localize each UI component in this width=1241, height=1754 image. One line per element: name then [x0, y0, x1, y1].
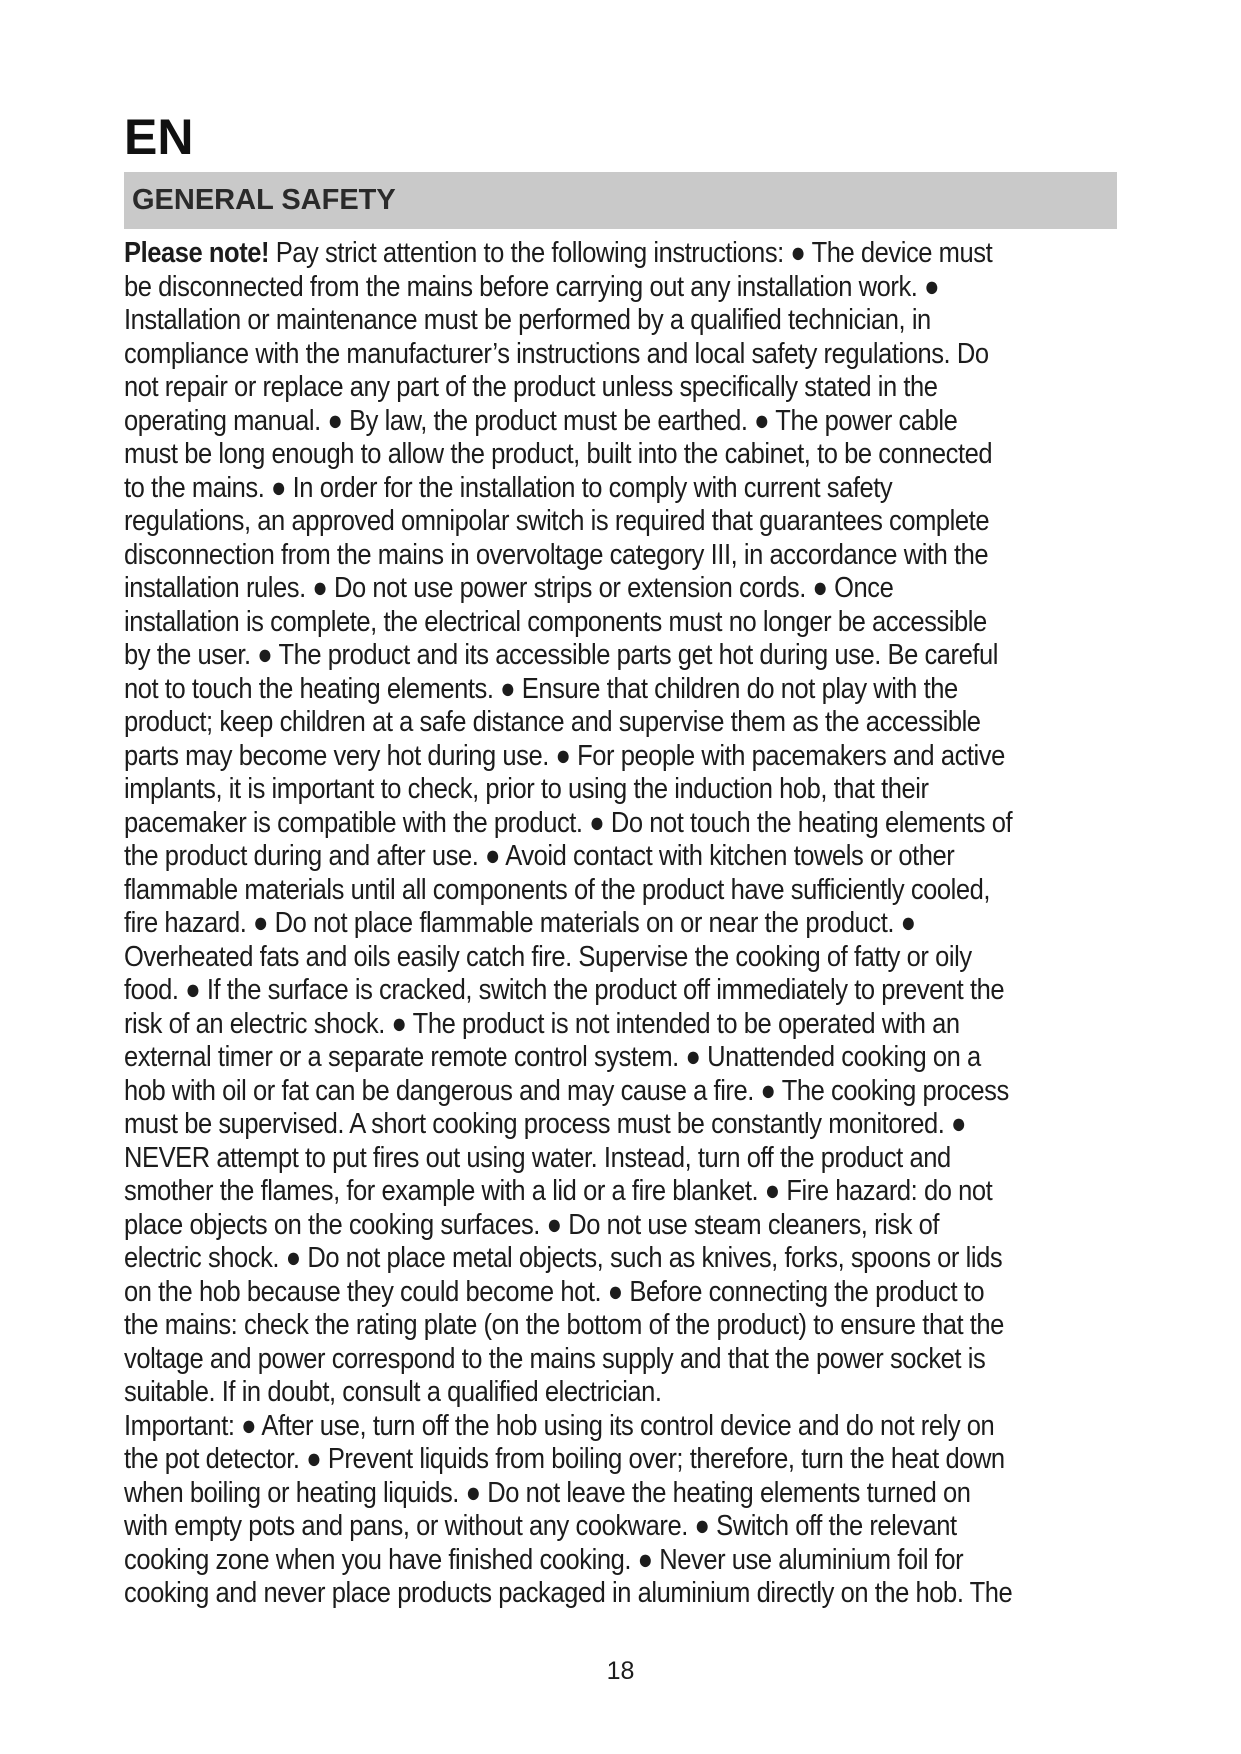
text-line: to the mains. ● In order for the installation to comply with current safety [124, 471, 893, 504]
text-line-content: Pay strict attention to the following instructions: ● The device must [269, 237, 993, 269]
text-line: parts may become very hot during use. ● For people with pacemakers and active [124, 739, 1005, 772]
text-line: the pot detector. ● Prevent liquids from boiling over; therefore, turn the heat down [124, 1443, 1005, 1475]
text-line: operating manual. ● By law, the product must be earthed. ● The power cable [124, 404, 958, 437]
text-line: food. ● If the surface is cracked, switch the product off immediately to prevent the [124, 974, 1005, 1006]
text-line: the mains: check the rating plate (on the bottom of the product) to ensure that the [124, 1309, 1004, 1341]
text-line: place objects on the cooking surfaces. ● Do not use steam cleaners, risk of [124, 1208, 940, 1241]
text-line: installation rules. ● Do not use power strips or extension cords. ● Once [124, 572, 894, 604]
text-line: must be long enough to allow the product, built into the cabinet, to be connected [124, 438, 993, 470]
page-number: 18 [606, 1657, 635, 1685]
text-line: implants, it is important to check, prior to using the induction hob, that their [124, 773, 929, 805]
text-line: compliance with the manufacturer’s instructions and local safety regulations. Do [124, 337, 989, 370]
text-line: not to touch the heating elements. ● Ensure that children do not play with the [124, 672, 958, 705]
text-line: hob with oil or fat can be dangerous and may cause a fire. ● The cooking process [124, 1074, 1009, 1107]
text-line: installation is complete, the electrical components must no longer be accessible [124, 605, 987, 638]
text-line: suitable. If in doubt, consult a qualified electrician. [124, 1376, 662, 1408]
text-line: when boiling or heating liquids. ● Do not leave the heating elements turned on [124, 1476, 971, 1509]
safety-body-text [124, 237, 1013, 1611]
text-line: be disconnected from the mains before carrying out any installation work. ● [124, 270, 940, 303]
text-line: smother the flames, for example with a lid or a fire blanket. ● Fire hazard: do not [124, 1175, 993, 1207]
text-line: disconnection from the mains in overvoltage category III, in accordance with the [124, 538, 989, 571]
text-line: product; keep children at a safe distance and supervise them as the accessible [124, 706, 981, 738]
text-line: must be supervised. A short cooking process must be constantly monitored. ● [124, 1108, 967, 1140]
text-line: by the user. ● The product and its accessible parts get hot during use. Be careful [124, 639, 999, 671]
section-header-bar [124, 172, 1117, 229]
text-line: flammable materials until all components of the product have sufficiently cooled, [124, 873, 991, 906]
section-title: GENERAL SAFETY [132, 184, 396, 216]
text-line: electric shock. ● Do not place metal objects, such as knives, forks, spoons or lids [124, 1242, 1003, 1274]
text-line: Important: ● After use, turn off the hob using its control device and do not rely on [124, 1409, 995, 1442]
text-line: not repair or replace any part of the product unless specifically stated in the [124, 371, 938, 403]
text-line: with empty pots and pans, or without any cookware. ● Switch off the relevant [124, 1510, 957, 1542]
text-line: regulations, an approved omnipolar switch is required that guarantees complete [124, 505, 990, 537]
text-line: Overheated fats and oils easily catch fire. Supervise the cooking of fatty or oily [124, 940, 972, 973]
text-line: external timer or a separate remote control system. ● Unattended cooking on a [124, 1041, 981, 1073]
text-line: fire hazard. ● Do not place flammable materials on or near the product. ● [124, 907, 916, 939]
text-line: cooking zone when you have finished cooking. ● Never use aluminium foil for [124, 1543, 964, 1576]
text-line: voltage and power correspond to the mains supply and that the power socket is [124, 1342, 986, 1375]
text-line: risk of an electric shock. ● The product is not intended to be operated with an [124, 1007, 960, 1040]
text-line: cooking and never place products packaged in aluminium directly on the hob. The [124, 1577, 1013, 1609]
text-line: pacemaker is compatible with the product. ● Do not touch the heating elements of [124, 806, 1013, 839]
text-line: NEVER attempt to put fires out using water. Instead, turn off the product and [124, 1141, 951, 1174]
text-line: on the hob because they could become hot. ● Before connecting the product to [124, 1275, 985, 1308]
text-line: Installation or maintenance must be performed by a qualified technician, in [124, 304, 931, 336]
text-line: the product during and after use. ● Avoid contact with kitchen towels or other [124, 840, 955, 872]
language-code: EN [124, 109, 194, 165]
text-line [124, 237, 1013, 271]
lead-label: Please note! [124, 237, 270, 269]
